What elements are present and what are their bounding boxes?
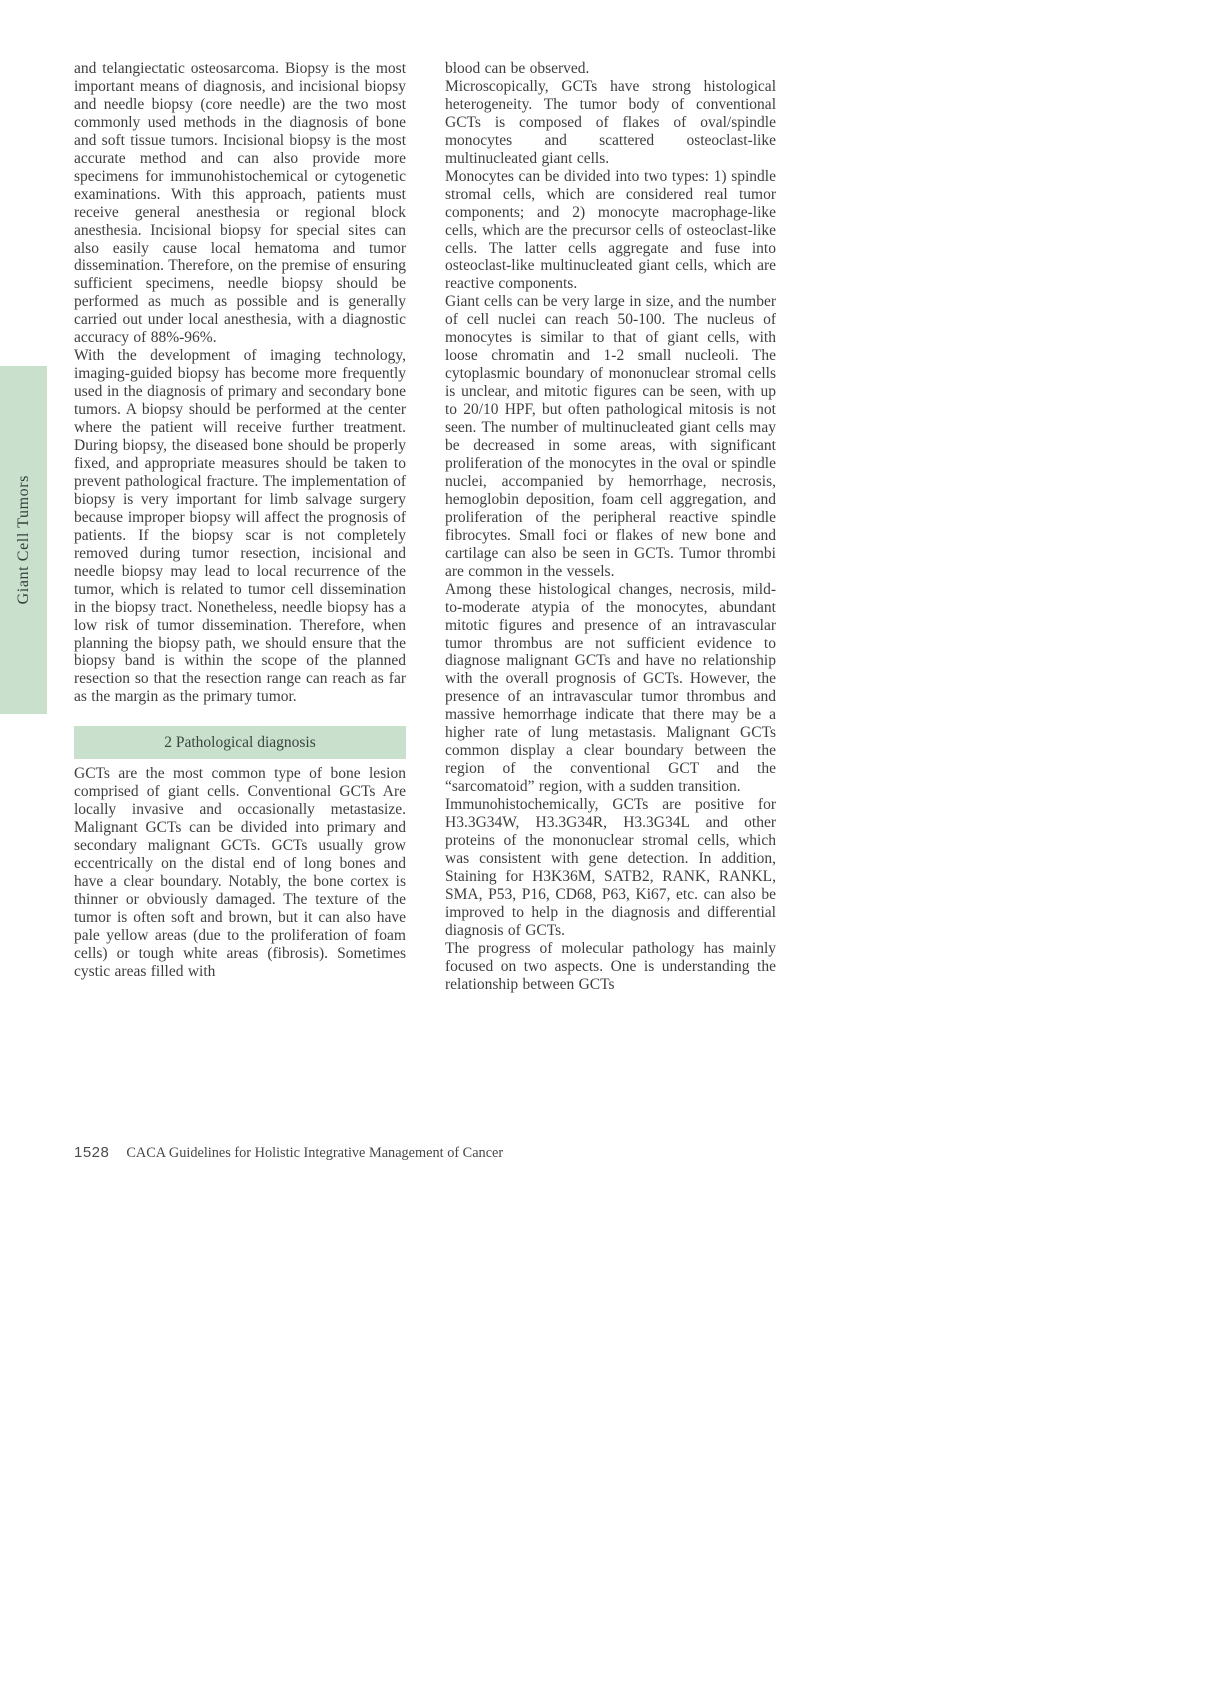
chapter-tab (0, 366, 47, 714)
chapter-tab-label: Giant Cell Tumors (14, 475, 32, 605)
right-column (445, 60, 776, 994)
paragraph: Giant cells can be very large in size, and the number of cell nuclei can reach 50-100. The nucleus of monocytes is similar to that of giant cells, with loose chromatin and 1-2 small nucleoli. The cytoplasmic boundary of mononuclear stromal cells is unclear, and mitotic figures can be seen, with up to 20/10 HPF, but often pathological mitosis is not seen. The number of multinucleated giant cells may be decreased in some areas, with significant proliferation of the monocytes in the oval or spindle nuclei, accompanied by hemorrhage, necrosis, hemoglobin deposition, foam cell aggregation, and proliferation of the peripheral reactive spindle fibrocytes. Small foci or flakes of new bone and cartilage can also be seen in GCTs. Tumor thrombi are common in the vessels. (445, 293, 776, 580)
left-column (74, 60, 406, 981)
running-footer-title: CACA Guidelines for Holistic Integrative Management of Cancer (126, 1145, 504, 1161)
left-column-paragraphs (74, 60, 406, 706)
paragraph: blood can be observed. (445, 60, 590, 77)
paragraph: The progress of molecular pathology has mainly focused on two aspects. One is understanding the relationship between GCTs (445, 939, 776, 993)
paragraph: Microscopically, GCTs have strong histological heterogeneity. The tumor body of conventional GCTs is composed of flakes of oval/spindle monocytes and scattered osteoclast-like multinucleated giant cells. (445, 77, 776, 167)
paragraph: Immunohistochemically, GCTs are positive for H3.3G34W, H3.3G34R, H3.3G34L and other proteins of the mononuclear stromal cells, which was consistent with gene detection. In addition, Staining for H3K36M, SATB2, RANK, RANKL, SMA, P53, P16, CD68, P63, Ki67, etc. can also be improved to help in the diagnosis and differential diagnosis of GCTs. (445, 796, 776, 939)
left-column-paragraphs-after-heading (74, 765, 406, 980)
paragraph: Monocytes can be divided into two types: 1) spindle stromal cells, which are considered real tumor components; and 2) monocyte macrophage-like cells, which are the precursor cells of osteoclast-like cells. The latter cells aggregate and fuse into osteoclast-like multinucleated giant cells, which are reactive components. (445, 167, 776, 293)
section-heading: 2 Pathological diagnosis (74, 726, 406, 759)
paragraph: Among these histological changes, necrosis, mild-to-moderate atypia of the monocytes, abundant mitotic figures and presence of an intravascular tumor thrombus are not sufficient evidence to diagnose malignant GCTs and have no relationship with the overall prognosis of GCTs. However, the presence of an intravascular tumor thrombus and massive hemorrhage indicate that there may be a higher rate of lung metastasis. Malignant GCTs common display a clear boundary between the region of the conventional GCT and the “sarcomatoid” region, with a sudden transition. (445, 580, 776, 796)
page-number: 1528 (74, 1144, 110, 1161)
page-footer (74, 1144, 503, 1162)
paragraph: With the development of imaging technology, imaging-guided biopsy has become more frequently used in the diagnosis of primary and secondary bone tumors. A biopsy should be performed at the center where the patient will receive further treatment. During biopsy, the diseased bone should be properly fixed, and appropriate measures should be taken to prevent pathological fracture. The implementation of biopsy is very important for limb salvage surgery because improper biopsy will affect the prognosis of patients. If the biopsy scar is not completely removed during tumor resection, incisional and needle biopsy may lead to local recurrence of the tumor, which is related to tumor cell dissemination in the biopsy tract. Nonetheless, needle biopsy has a low risk of tumor dissemination. Therefore, when planning the biopsy path, we should ensure that the biopsy band is within the scope of the planned resection so that the resection range can reach as far as the margin as the primary tumor. (74, 347, 406, 706)
paragraph: and telangiectatic osteosarcoma. Biopsy is the most important means of diagnosis, and incisional biopsy and needle biopsy (core needle) are the two most commonly used methods in the diagnosis of bone and soft tissue tumors. Incisional biopsy is the most accurate method and can also provide more specimens for immunohistochemical or cytogenetic examinations. With this approach, patients must receive general anesthesia or regional block anesthesia. Incisional biopsy for special sites can also easily cause local hematoma and tumor dissemination. Therefore, on the premise of ensuring sufficient specimens, needle biopsy should be performed as much as possible and is generally carried out under local anesthesia, with a diagnostic accuracy of 88%-96%. (74, 60, 406, 347)
paragraph: GCTs are the most common type of bone lesion comprised of giant cells. Conventional GCTs Are locally invasive and occasionally metastasize. Malignant GCTs can be divided into primary and secondary malignant GCTs. GCTs usually grow eccentrically on the distal end of long bones and have a clear boundary. Notably, the bone cortex is thinner or obviously damaged. The texture of the tumor is often soft and brown, but it can also have pale yellow areas (due to the proliferation of foam cells) or tough white areas (fibrosis). Sometimes cystic areas filled with (74, 765, 406, 980)
right-column-paragraphs (445, 60, 776, 994)
